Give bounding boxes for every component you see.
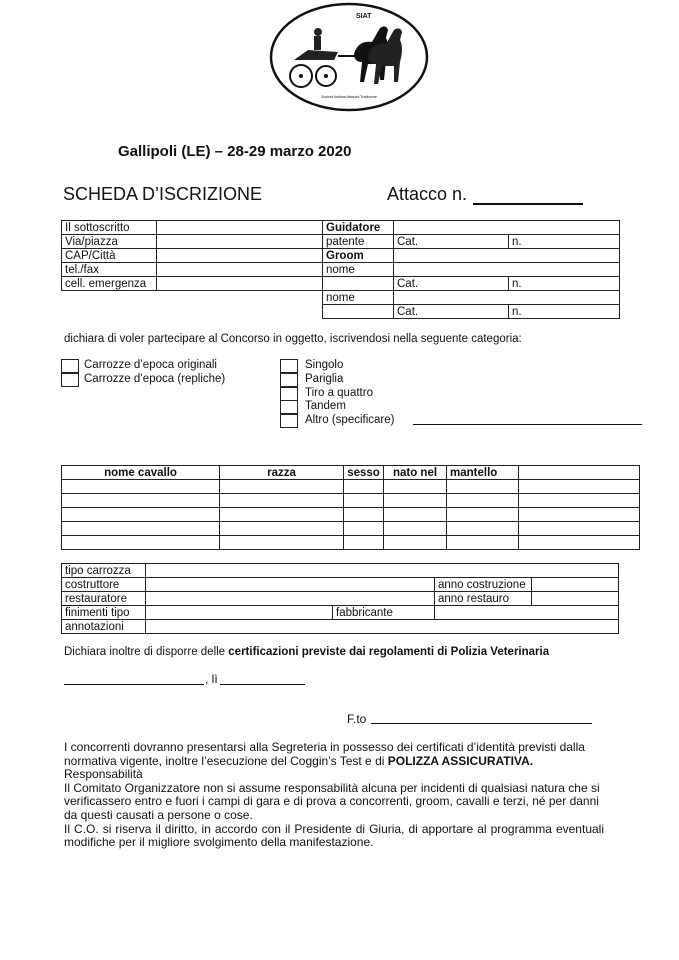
checkbox-repliche[interactable] (61, 373, 79, 387)
table-row (62, 249, 620, 263)
cell[interactable] (447, 494, 519, 508)
field-groom[interactable] (394, 249, 620, 263)
cell[interactable] (447, 536, 519, 550)
footer-paragraph-4: Il C.O. si riserva il diritto, in accordo con il Presidente di Giuria, di apportare al programma eventuali modifiche per il migliore svolgimento della manifestazione. (64, 821, 604, 850)
certification-bold: certificazioni previste dai regolamenti di Polizia Veterinaria (228, 646, 550, 658)
field-costruttore[interactable] (146, 578, 435, 592)
label-annotazioni: annotazioni (62, 620, 146, 634)
certification-text (64, 646, 549, 658)
cell[interactable] (62, 522, 220, 536)
field-groom1-cat[interactable]: Cat. (394, 277, 509, 291)
table-row (62, 305, 620, 319)
cell[interactable] (344, 508, 384, 522)
header-razza: razza (220, 466, 344, 480)
label-tandem: Tandem (305, 400, 346, 412)
label-sottoscritto: Il sottoscritto (62, 221, 157, 235)
altro-specify-field[interactable] (413, 412, 642, 425)
label-costruttore: costruttore (62, 578, 146, 592)
cell[interactable] (519, 508, 640, 522)
table-row (62, 508, 640, 522)
cell[interactable] (519, 494, 640, 508)
cell[interactable] (220, 494, 344, 508)
spacer-cell (62, 291, 157, 305)
label-pariglia: Pariglia (305, 373, 344, 385)
label-finimenti: finimenti tipo (62, 606, 146, 620)
cell[interactable] (384, 480, 447, 494)
label-cell: cell. emergenza (62, 277, 157, 291)
field-anno-costruzione[interactable] (532, 578, 619, 592)
label-tel: tel./fax (62, 263, 157, 277)
place-field[interactable] (64, 672, 204, 685)
label-anno-costruzione: anno costruzione (435, 578, 532, 592)
cell[interactable] (220, 480, 344, 494)
cell[interactable] (62, 508, 220, 522)
table-row (62, 263, 620, 277)
spacer-cell (157, 291, 323, 305)
cell[interactable] (344, 494, 384, 508)
header-mantello: mantello (447, 466, 519, 480)
field-groom1-n[interactable]: n. (509, 277, 620, 291)
cell[interactable] (62, 480, 220, 494)
label-nome-2: nome (323, 291, 394, 305)
cell[interactable] (519, 480, 640, 494)
field-annotazioni[interactable] (146, 620, 619, 634)
field-cell[interactable] (157, 277, 323, 291)
spacer-cell (62, 305, 157, 319)
field-cap[interactable] (157, 249, 323, 263)
form-title: SCHEDA D’ISCRIZIONE (63, 184, 263, 204)
place-date-separator: , lì (205, 672, 218, 686)
field-empty (323, 277, 394, 291)
label-cap: CAP/Città (62, 249, 157, 263)
table-row (62, 480, 640, 494)
label-fabbricante: fabbricante (333, 606, 435, 620)
carriage-table (61, 563, 619, 634)
cell[interactable] (519, 522, 640, 536)
header-nome-cavallo: nome cavallo (62, 466, 220, 480)
spacer-cell (157, 305, 323, 319)
table-row (62, 277, 620, 291)
cell[interactable] (62, 536, 220, 550)
label-singolo: Singolo (305, 359, 344, 371)
table-row (62, 578, 619, 592)
cell[interactable] (220, 536, 344, 550)
label-nome-1: nome (323, 263, 394, 277)
logo-tagline: Società Italiana Attacchi Tradizione (321, 95, 377, 99)
table-row (62, 522, 640, 536)
header-sesso: sesso (344, 466, 384, 480)
table-row (62, 221, 620, 235)
cell[interactable] (220, 522, 344, 536)
table-row (62, 592, 619, 606)
field-patente-cat[interactable]: Cat. (394, 235, 509, 249)
certification-plain: Dichiara inoltre di disporre delle (64, 646, 229, 658)
field-groom2-n[interactable]: n. (509, 305, 620, 319)
table-row (62, 494, 640, 508)
cell[interactable] (447, 480, 519, 494)
checkbox-originali[interactable] (61, 359, 79, 373)
cell[interactable] (519, 536, 640, 550)
table-row (62, 606, 619, 620)
cell[interactable] (344, 536, 384, 550)
label-anno-restauro: anno restauro (435, 592, 532, 606)
header-nato-nel: nato nel (384, 466, 447, 480)
label-restauratore: restauratore (62, 592, 146, 606)
label-repliche: Carrozze d’epoca (repliche) (84, 373, 226, 385)
label-patente: patente (323, 235, 394, 249)
field-restauratore[interactable] (146, 592, 435, 606)
table-row (62, 235, 620, 249)
label-groom: Groom (323, 249, 394, 263)
footer-p1-plain: I concorrenti dovranno presentarsi alla Segreteria in possesso dei certificati d’identità previsti dalla normativa vigente, inoltre l’esecuzione del Coggin’s Test e di (64, 740, 585, 768)
cell[interactable] (384, 494, 447, 508)
footer-notes (64, 741, 604, 850)
table-row (62, 564, 619, 578)
header-blank (519, 466, 640, 480)
field-finimenti[interactable] (146, 606, 333, 620)
cell[interactable] (62, 494, 220, 508)
logo-acronym: SIAT (356, 13, 372, 20)
cell[interactable] (384, 522, 447, 536)
field-sottoscritto[interactable] (157, 221, 323, 235)
checkbox-singolo[interactable] (280, 359, 298, 373)
label-altro: Altro (specificare) (305, 414, 395, 426)
cell[interactable] (447, 508, 519, 522)
label-originali: Carrozze d’epoca originali (84, 359, 217, 371)
field-empty (323, 305, 394, 319)
registrant-table (61, 220, 620, 319)
field-nome-2[interactable] (394, 291, 620, 305)
footer-responsabilita: Responsabilità (64, 767, 143, 782)
checkbox-altro[interactable] (280, 414, 298, 428)
field-patente-n[interactable]: n. (509, 235, 620, 249)
footer-paragraph-1 (64, 741, 604, 768)
checkbox-tiro-a-quattro[interactable] (280, 387, 298, 401)
label-guidatore: Guidatore (323, 221, 394, 235)
field-fabbricante[interactable] (435, 606, 619, 620)
field-via[interactable] (157, 235, 323, 249)
table-row (62, 536, 640, 550)
label-via: Via/piazza (62, 235, 157, 249)
checkbox-tandem[interactable] (280, 400, 298, 414)
cell[interactable] (220, 508, 344, 522)
checkbox-pariglia[interactable] (280, 373, 298, 387)
cell[interactable] (447, 522, 519, 536)
field-anno-restauro[interactable] (532, 592, 619, 606)
field-nome-1[interactable] (394, 263, 620, 277)
event-title: Gallipoli (LE) – 28-29 marzo 2020 (118, 143, 352, 160)
signature-label: F.to (347, 712, 367, 726)
field-tel[interactable] (157, 263, 323, 277)
field-guidatore[interactable] (394, 221, 620, 235)
field-groom2-cat[interactable]: Cat. (394, 305, 509, 319)
footer-paragraph-3: Il Comitato Organizzatore non si assume responsabilità alcuna per incidenti di qualsiasi natura che si verificassero entro e fuori i campi di gara e di prova a concorrenti, groom, cavalli e terzi, né per danni da questi causati a persone o cose. (64, 780, 600, 822)
siat-logo (268, 2, 430, 112)
field-tipo-carrozza[interactable] (146, 564, 619, 578)
attacco-label: Attacco n. (387, 184, 468, 204)
declaration-text: dichiara di voler partecipare al Concorso in oggetto, iscrivendosi nella seguente categoria: (64, 333, 522, 345)
table-header-row (62, 466, 640, 480)
footer-p1-bold: POLIZZA ASSICURATIVA. (387, 753, 534, 768)
cell[interactable] (384, 508, 447, 522)
cell[interactable] (344, 480, 384, 494)
horse-table (61, 465, 640, 550)
table-row (62, 620, 619, 634)
label-tipo-carrozza: tipo carrozza (62, 564, 146, 578)
attacco-number-field[interactable] (473, 187, 583, 205)
label-tiro-a-quattro: Tiro a quattro (305, 387, 373, 399)
table-row (62, 291, 620, 305)
cell[interactable] (384, 536, 447, 550)
date-field[interactable] (220, 672, 305, 685)
cell[interactable] (344, 522, 384, 536)
signature-field[interactable] (371, 711, 592, 724)
